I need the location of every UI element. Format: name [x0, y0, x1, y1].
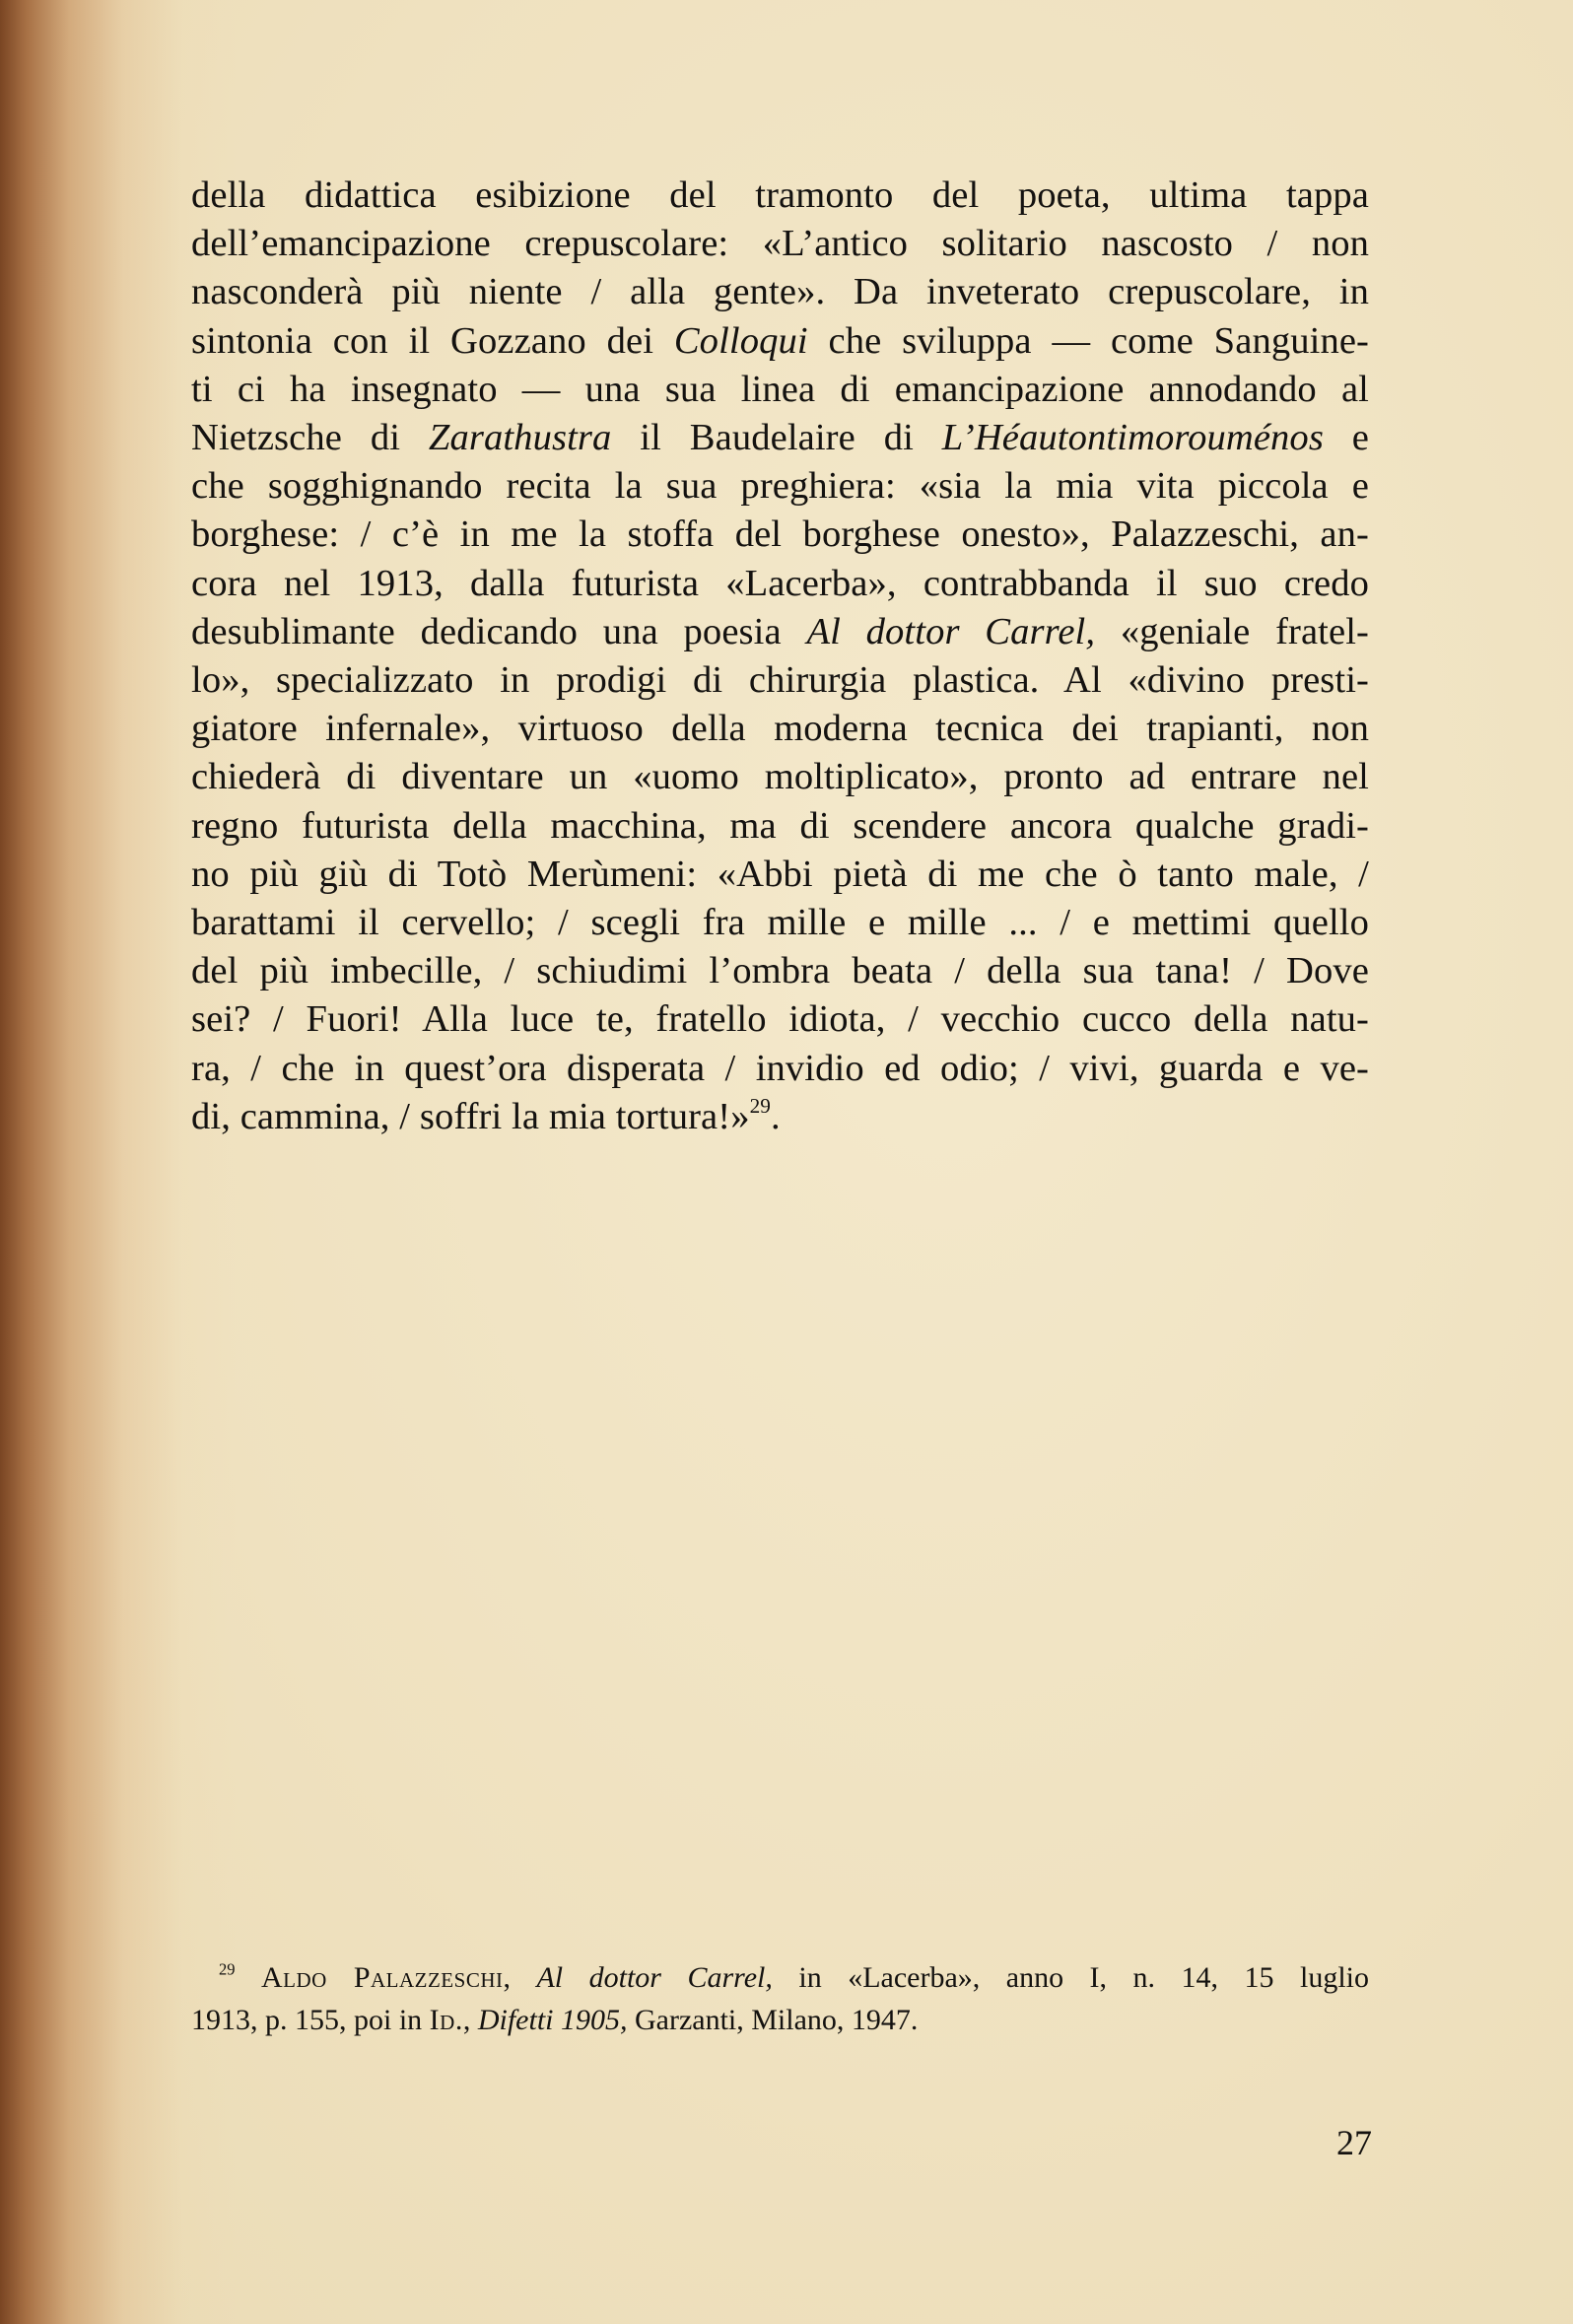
text-line: nasconderà più niente / alla gente». Da inveterato crepuscolare, in — [191, 271, 1369, 313]
text-line: lo», specializzato in prodigi di chirurgia plastica. Al «divino presti- — [191, 659, 1369, 702]
footnote-number: 29 — [219, 1959, 236, 1979]
text-line: sintonia con il Gozzano dei Colloqui che sviluppa — come Sanguine- — [191, 319, 1370, 362]
text-line: ra, / che in quest’ora disperata / invidio ed odio; / vivi, guarda e ve- — [191, 1047, 1369, 1089]
footnote-reference: 29 — [749, 1093, 772, 1118]
footnote-author: Aldo Palazzeschi — [261, 1961, 504, 1994]
footnote-line: $^{29}$ Aldo Palazzeschi, Al dottor Carrel, in «Lacerba», anno I, n. 14, 15 luglio — [219, 1959, 1370, 1994]
italic-title: Al dottor Carrel, — [806, 610, 1096, 652]
italic-title: Zarathustra — [428, 417, 612, 459]
text-line: regno futurista della macchina, ma di scendere ancora qualche gradi- — [191, 804, 1369, 847]
text-line: borghese: / c’è in me la stoffa del borghese onesto», Palazzeschi, an- — [191, 513, 1369, 556]
footnote-line: 1913, p. 155, poi in Id., Difetti 1905, Garzanti, Milano, 1947. — [191, 2004, 919, 2036]
text-line: di, cammina, / soffri la mia tortura!»$^{29}$. — [191, 1093, 781, 1137]
page-number: 27 — [1336, 2123, 1372, 2162]
footnote-title: Difetti 1905, — [477, 2004, 628, 2036]
text-line: Nietzsche di Zarathustra il Baudelaire di L’Héautontimorouménos e — [191, 417, 1370, 459]
text-line: desublimante dedicando una poesia Al dottor Carrel, «geniale fratel- — [191, 610, 1369, 652]
text-line: che sogghignando recita la sua preghiera: «sia la mia vita piccola e — [191, 465, 1369, 508]
text-line: no più giù di Totò Merùmeni: «Abbi pietà di me che ò tanto male, / — [191, 853, 1369, 895]
text-line: del più imbecille, / schiudimi l’ombra beata / della sua tana! / Dove — [191, 950, 1369, 992]
text-line: della didattica esibizione del tramonto del poeta, ultima tappa — [191, 174, 1369, 216]
footnote — [191, 1956, 1369, 2041]
italic-title: L’Héautontimorouménos — [941, 417, 1324, 459]
body-paragraph — [191, 171, 1369, 1141]
text-line: sei? / Fuori! Alla luce te, fratello idiota, / vecchio cucco della natu- — [191, 998, 1369, 1041]
footnote-title: Al dottor Carrel, — [536, 1961, 773, 1994]
footnote-ibid: Id. — [429, 2004, 463, 2036]
text-line: ti ci ha insegnato — una sua linea di emancipazione annodando al — [191, 368, 1369, 410]
text-line: chiederà di diventare un «uomo moltiplicato», pronto ad entrare nel — [191, 756, 1369, 798]
text-line: giatore infernale», virtuoso della moderna tecnica dei trapianti, non — [191, 708, 1369, 750]
text-line: cora nel 1913, dalla futurista «Lacerba», contrabbanda il suo credo — [191, 562, 1369, 604]
text-line: barattami il cervello; / scegli fra mille e mille ... / e mettimi quello — [191, 902, 1369, 944]
text-line: dell’emancipazione crepuscolare: «L’antico solitario nascosto / non — [191, 223, 1369, 265]
italic-title: Colloqui — [673, 319, 808, 362]
